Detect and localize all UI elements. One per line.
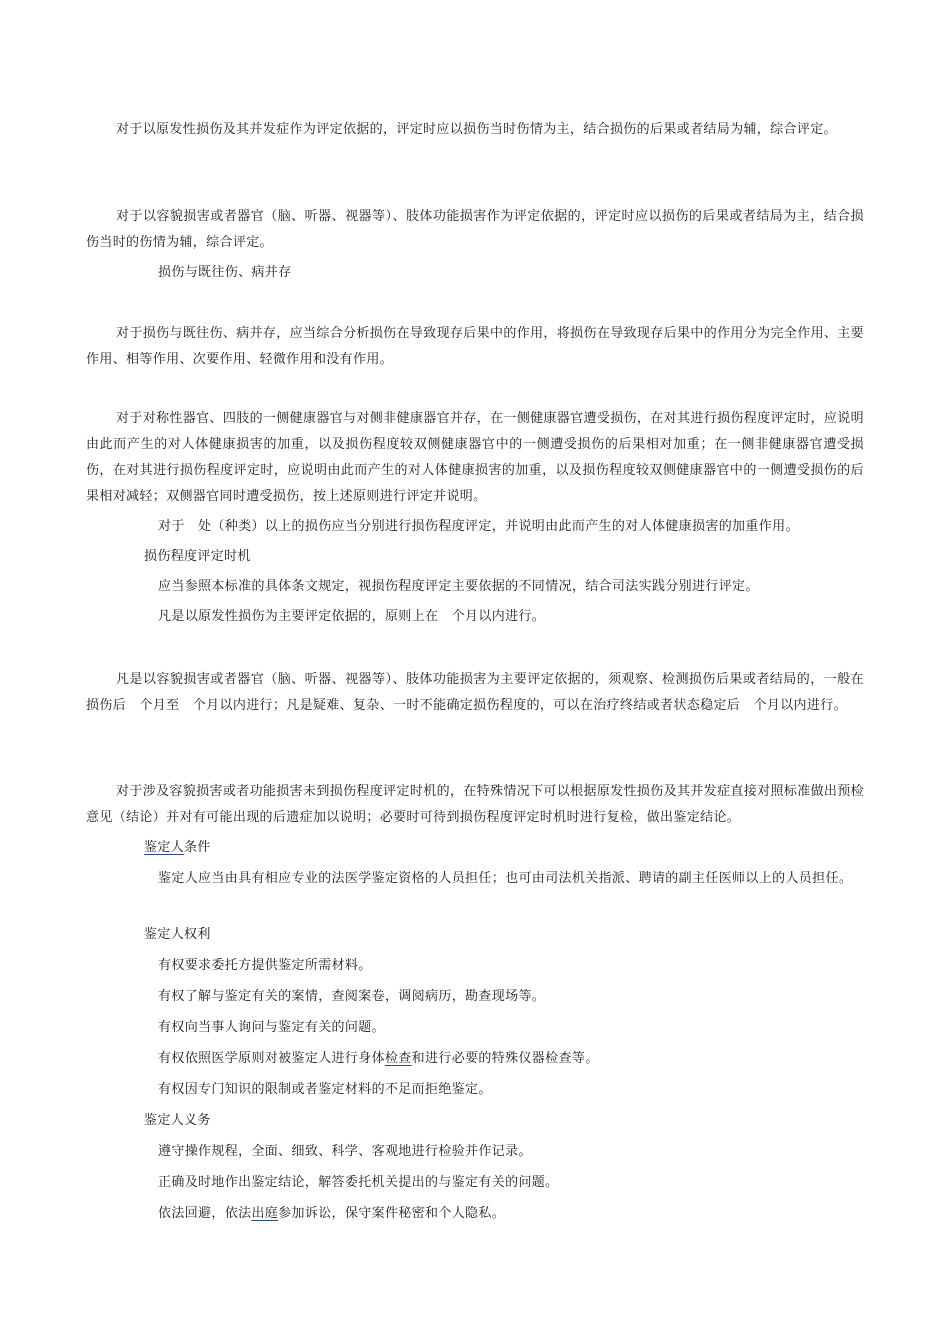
- paragraph-symmetric-organs: 对于对称性器官、四肢的一侧健康器官与对侧非健康器官并存，在一侧健康器官遭受损伤，在对其进行损伤程度评定时，应说明由此而产生的对人体健康损害的加重，以及损伤程度较双侧健康器官中的一侧遭受损伤的后果相对加重；在一侧非健康器官遭受损伤，在对其进行损伤程度评定时，应说明由此而产生的对人体健康损害的加重，以及损伤程度较双侧健康器官中的一侧遭受损伤的后果相对减轻；双侧器官同时遭受损伤，按上述原则进行评定并说明。: [86, 411, 864, 504]
- paragraph-coexisting-analysis: 对于损伤与既往伤、病并存，应当综合分析损伤在导致现存后果中的作用，将损伤在导致现存后果中的作用分为完全作用、主要作用、相等作用、次要作用、轻微作用和没有作用。: [86, 326, 864, 367]
- heading-examiner-duties: 鉴定人义务: [144, 1113, 211, 1128]
- examiner-conditions-suffix: 条件: [184, 840, 211, 855]
- heading-coexisting-injury: 损伤与既往伤、病并存: [158, 265, 292, 280]
- heading-examiner-conditions: [144, 835, 211, 861]
- heading-assessment-timing: 损伤程度评定时机: [144, 549, 251, 564]
- examiner-link[interactable]: 鉴定人: [144, 840, 185, 855]
- right-item-4-start: 有权依照医学原则对被鉴定人进行身体: [158, 1051, 385, 1066]
- heading-examiner-rights: 鉴定人权利: [144, 927, 211, 942]
- court-appearance-link[interactable]: 出庭: [251, 1206, 279, 1221]
- paragraph-examiner-qualification: 鉴定人应当由具有相应专业的法医学鉴定资格的人员担任；也可由司法机关指派、聘请的副主任医师以上的人员担任。: [158, 871, 853, 886]
- duty-item-2: 正确及时地作出鉴定结论，解答委托机关提出的与鉴定有关的问题。: [158, 1175, 559, 1190]
- right-item-4-end: 和进行必要的特殊仪器检查等。: [411, 1051, 599, 1066]
- duty-item-3: [158, 1201, 505, 1227]
- right-item-3: 有权向当事人询问与鉴定有关的问题。: [158, 1020, 385, 1035]
- paragraph-timing-appearance: 凡是以容貌损害或者器官（脑、听器、视器等）、肢体功能损害为主要评定依据的，须观察、检测损伤后果或者结局的，一般在损伤后 个月至 个月以内进行；凡是疑难、复杂、一时不能确定损伤程度的，可以在治疗终结或者状态稳定后 个月以内进行。: [86, 672, 864, 713]
- paragraph-timing-primary: 凡是以原发性损伤为主要评定依据的，原则上在 个月以内进行。: [158, 609, 546, 624]
- right-item-4: [158, 1046, 599, 1072]
- duty-item-1: 遵守操作规程，全面、细致、科学、客观地进行检验并作记录。: [158, 1144, 532, 1159]
- paragraph-timing-reference: 应当参照本标准的具体条文规定，视损伤程度评定主要依据的不同情况，结合司法实践分别进行评定。: [158, 579, 759, 594]
- paragraph-multiple-injuries: 对于 处（种类）以上的损伤应当分别进行损伤程度评定，并说明由此而产生的对人体健康损害的加重作用。: [158, 519, 799, 534]
- paragraph-primary-injury: 对于以原发性损伤及其并发症作为评定依据的，评定时应以损伤当时伤情为主，结合损伤的后果或者结局为辅，综合评定。: [116, 122, 837, 137]
- examination-link[interactable]: 检查: [384, 1051, 412, 1066]
- duty-item-3-start: 依法回避，依法: [158, 1206, 252, 1221]
- right-item-2: 有权了解与鉴定有关的案情，查阅案卷，调阅病历，勘查现场等。: [158, 989, 546, 1004]
- paragraph-pre-assessment: 对于涉及容貌损害或者功能损害未到损伤程度评定时机的，在特殊情况下可以根据原发性损伤及其并发症直接对照标准做出预检意见（结论）并对有可能出现的后遗症加以说明；必要时可待到损伤程度评定时机时进行复检，做出鉴定结论。: [86, 784, 864, 825]
- right-item-5: 有权因专门知识的限制或者鉴定材料的不足而拒绝鉴定。: [158, 1082, 492, 1097]
- paragraph-appearance-function: 对于以容貌损害或者器官（脑、听器、视器等）、肢体功能损害作为评定依据的，评定时应以损伤的后果或者结局为主，结合损伤当时的伤情为辅，综合评定。: [86, 209, 864, 250]
- right-item-1: 有权要求委托方提供鉴定所需材料。: [158, 958, 372, 973]
- duty-item-3-end: 参加诉讼，保守案件秘密和个人隐私。: [278, 1206, 506, 1221]
